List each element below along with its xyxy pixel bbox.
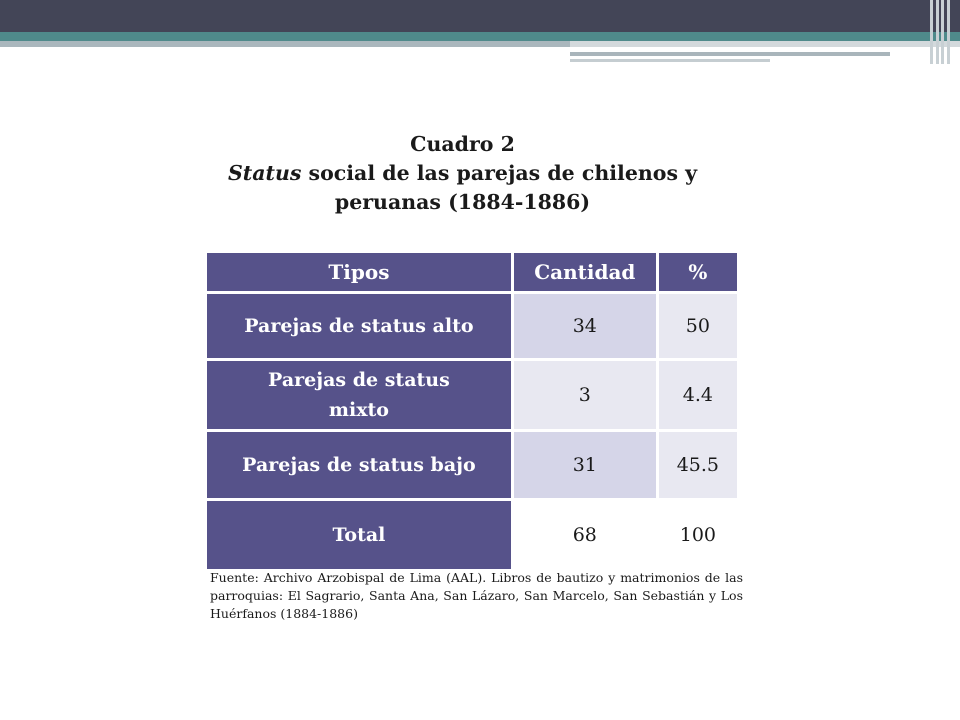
header-percent: % <box>659 253 737 291</box>
header-vertical-bars <box>930 0 954 64</box>
header-gray-bar <box>570 52 890 56</box>
cell-percent: 4.4 <box>659 358 737 429</box>
table-row <box>207 358 737 429</box>
cell-cantidad: 3 <box>514 358 659 429</box>
cell-percent: 100 <box>659 498 737 569</box>
row-label: Parejas de status alto <box>207 291 514 358</box>
cell-cantidad: 31 <box>514 429 659 498</box>
header-tipos: Tipos <box>207 253 514 291</box>
cell-cantidad: 68 <box>514 498 659 569</box>
table-header-row <box>207 253 737 291</box>
caption-title <box>190 159 735 217</box>
cell-percent: 50 <box>659 291 737 358</box>
header-dark-bar <box>0 0 960 32</box>
header-gray-bar <box>570 59 770 62</box>
caption-number: Cuadro 2 <box>410 132 515 156</box>
caption-title-italic: Status <box>227 161 302 185</box>
row-label: Parejas de status mixto <box>207 358 514 429</box>
caption-title-rest: social de las parejas de chilenos y peruanas (1884-1886) <box>301 161 698 214</box>
header-cantidad: Cantidad <box>514 253 659 291</box>
table-row <box>207 429 737 498</box>
row-label: Total <box>207 498 514 569</box>
header-teal-bar <box>0 32 960 41</box>
table-caption <box>190 130 735 217</box>
cell-cantidad: 34 <box>514 291 659 358</box>
source-note: Fuente: Archivo Arzobispal de Lima (AAL). Libros de bautizo y matrimonios de las parroquias: El Sagrario, Santa Ana, San Lázaro, San Marcelo, San Sebastián y Los Huérfanos (1884-1886) <box>210 570 743 621</box>
header-gray-bar <box>0 41 570 47</box>
header-gray-bar <box>570 41 960 47</box>
table-row <box>207 498 737 569</box>
cell-percent: 45.5 <box>659 429 737 498</box>
row-label: Parejas de status bajo <box>207 429 514 498</box>
table-row <box>207 291 737 358</box>
status-table <box>207 253 737 569</box>
